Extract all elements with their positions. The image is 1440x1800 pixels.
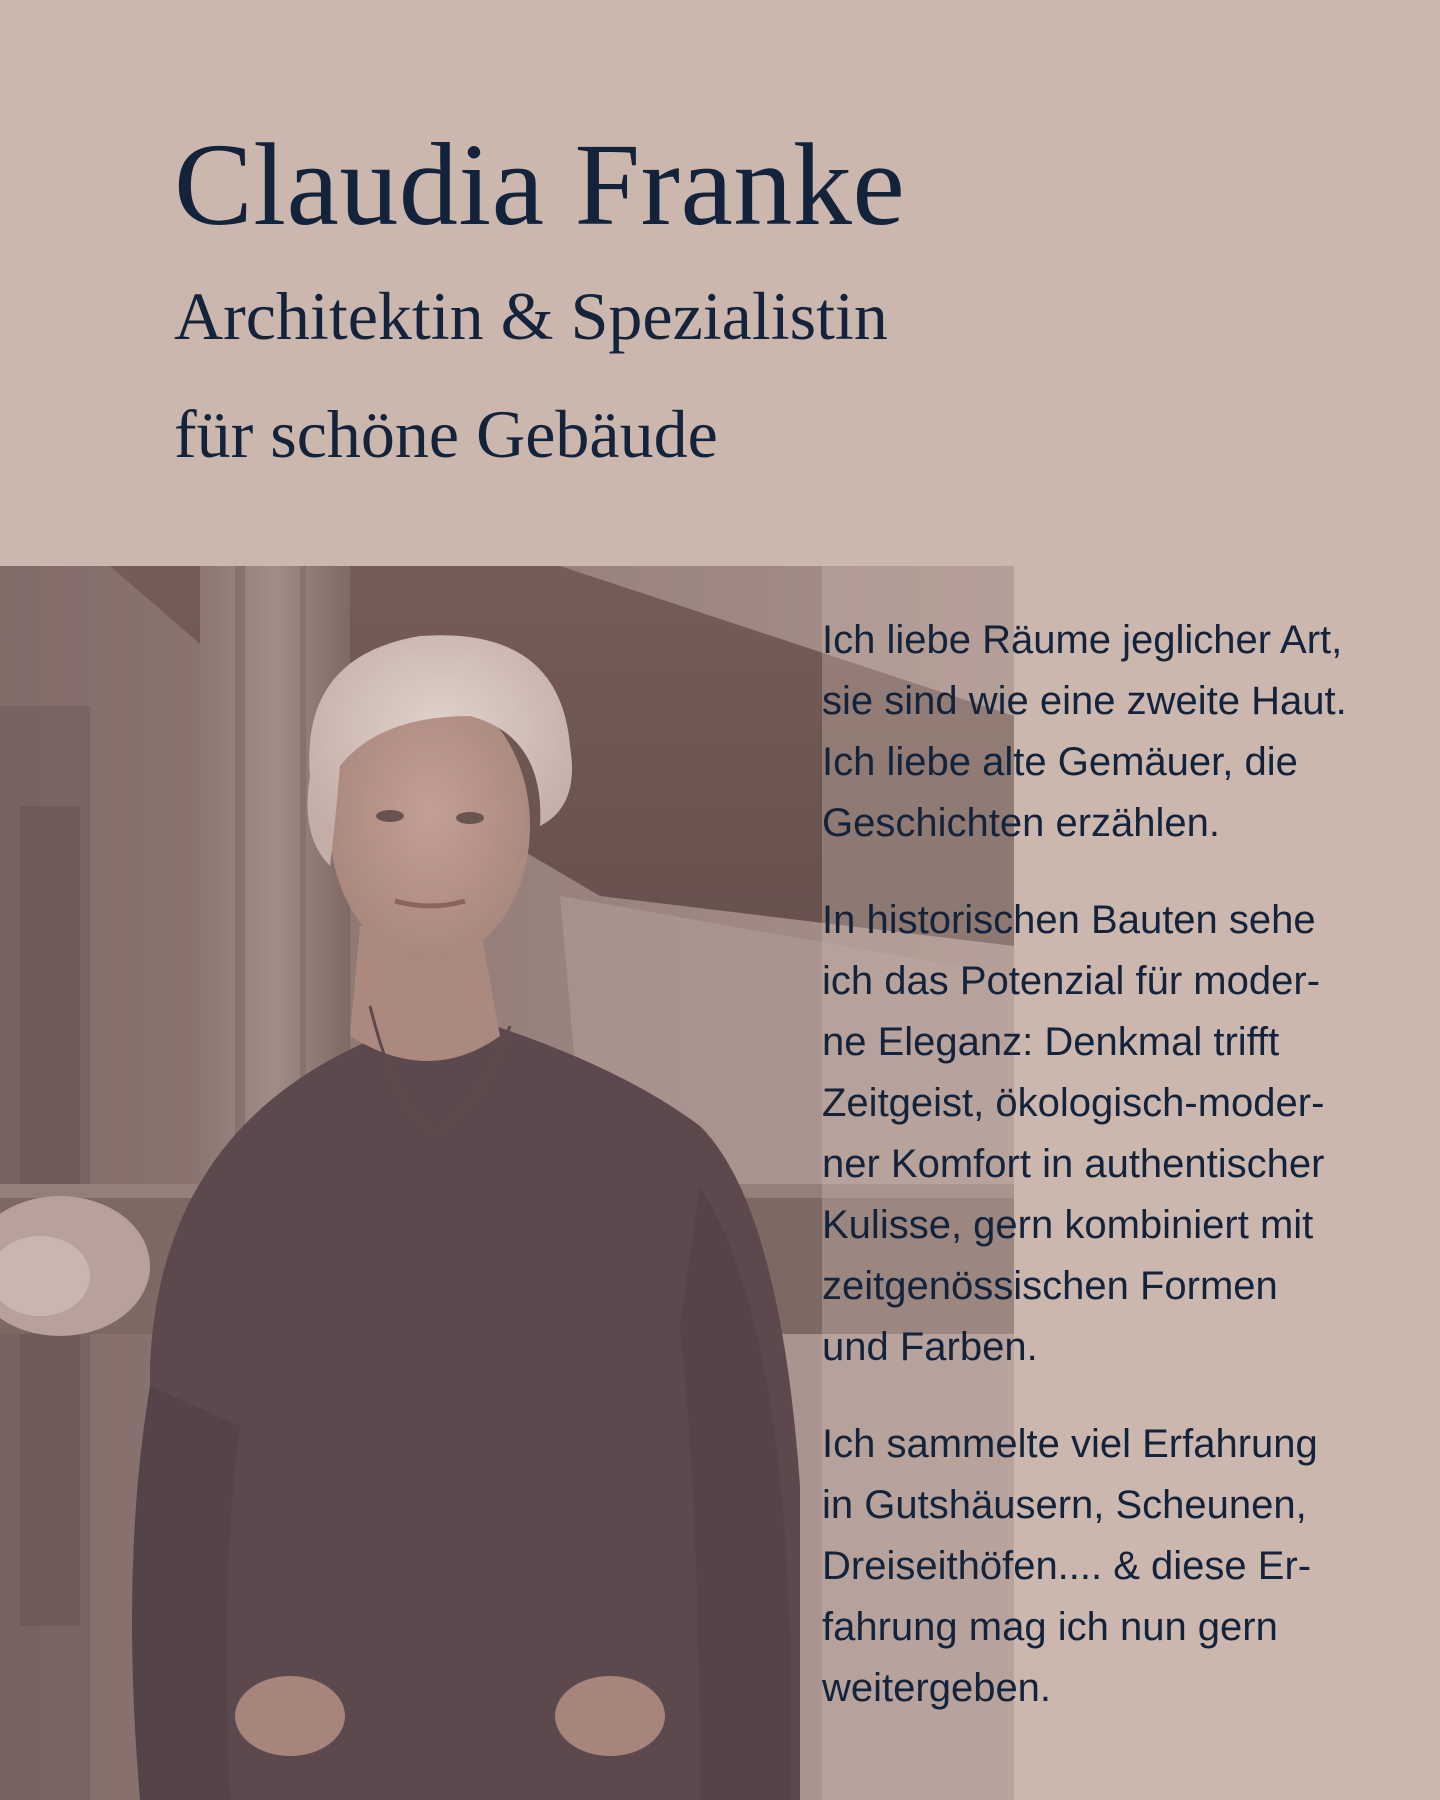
bio-line: sie sind wie eine zweite Haut.	[822, 679, 1347, 723]
bio-line: und Farben.	[822, 1325, 1038, 1369]
bio-paragraph-2	[822, 890, 1422, 1378]
bio-line: weitergeben.	[822, 1666, 1052, 1710]
bio-text	[822, 610, 1422, 1755]
header	[174, 120, 1274, 496]
bio-line: In historischen Bauten sehe	[822, 898, 1316, 942]
bio-line: Zeitgeist, ökologisch-moder-	[822, 1081, 1325, 1125]
bio-line: ne Eleganz: Denkmal trifft	[822, 1020, 1280, 1064]
bio-line: ner Komfort in authentischer	[822, 1142, 1325, 1186]
subtitle-line-2: für schöne Gebäude	[174, 396, 718, 472]
bio-line: Kulisse, gern kombiniert mit	[822, 1203, 1314, 1247]
bio-paragraph-1	[822, 610, 1422, 854]
bio-line: Geschichten erzählen.	[822, 801, 1221, 845]
bio-line: Ich liebe alte Gemäuer, die	[822, 740, 1298, 784]
bio-line: in Gutshäusern, Scheunen,	[822, 1483, 1307, 1527]
bio-line: Ich sammelte viel Erfahrung	[822, 1422, 1318, 1466]
subtitle-line-1: Architektin & Spezialistin	[174, 278, 888, 354]
bio-line: zeitgenössischen Formen	[822, 1264, 1278, 1308]
bio-line: ich das Potenzial für moder-	[822, 959, 1321, 1003]
page-title: Claudia Franke	[174, 119, 906, 250]
bio-line: Ich liebe Räume jeglicher Art,	[822, 618, 1343, 662]
bio-line: fahrung mag ich nun gern	[822, 1605, 1278, 1649]
bio-line: Dreiseithöfen.... & diese Er-	[822, 1544, 1312, 1588]
bio-paragraph-3	[822, 1414, 1422, 1719]
